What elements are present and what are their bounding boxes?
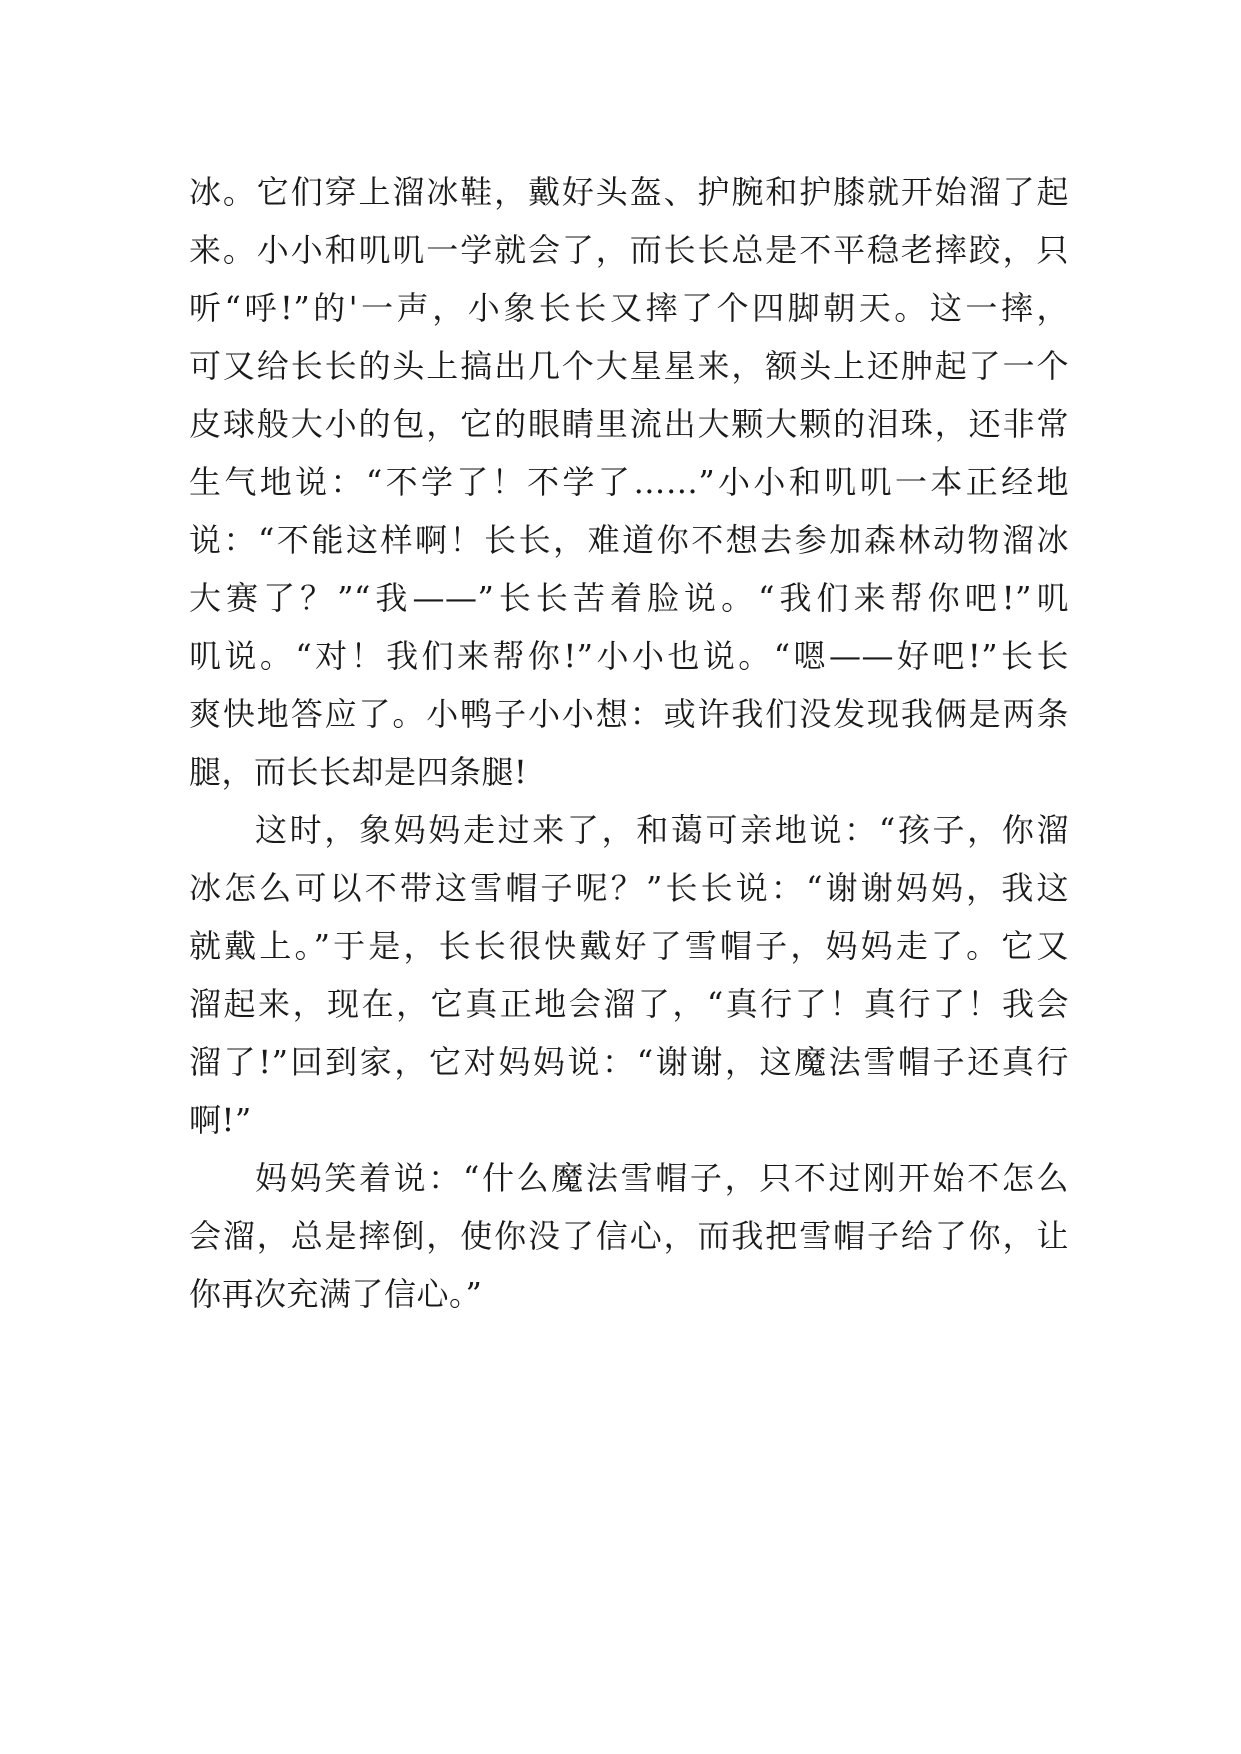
text-line: 会溜，总是摔倒，使你没了信心，而我把雪帽子给了你，让 [189,1217,1069,1255]
text-line: 冰怎么可以不带这雪帽子呢？”长长说：“谢谢妈妈，我这 [189,869,1069,907]
story-text [189,163,1069,1323]
paragraph-start-line: 这时，象妈妈走过来了，和蔼可亲地说：“孩子，你溜 [255,811,1069,849]
text-line: 腿，而长长却是四条腿! [189,753,528,791]
text-line: 大赛了？”“我——”长长苦着脸说。“我们来帮你吧!”叽 [189,579,1069,617]
text-line: 溜起来，现在，它真正地会溜了，“真行了！真行了！我会 [189,985,1069,1023]
text-line: 爽快地答应了。小鸭子小小想：或许我们没发现我俩是两条 [189,695,1069,733]
text-line: 生气地说：“不学了！不学了……”小小和叽叽一本正经地 [189,463,1069,501]
text-line: 冰。它们穿上溜冰鞋，戴好头盔、护腕和护膝就开始溜了起 [189,173,1069,211]
text-line: 你再次充满了信心。” [189,1275,483,1313]
text-line: 溜了!”回到家，它对妈妈说：“谢谢，这魔法雪帽子还真行 [189,1043,1069,1081]
text-line: 来。小小和叽叽一学就会了，而长长总是不平稳老摔跤，只 [189,231,1069,269]
paragraph-start-line: 妈妈笑着说：“什么魔法雪帽子，只不过刚开始不怎么 [255,1159,1069,1197]
text-line: 啊!” [189,1101,252,1139]
text-line: 叽说。“对！我们来帮你!”小小也说。“嗯——好吧!”长长 [189,637,1069,675]
text-line: 皮球般大小的包，它的眼睛里流出大颗大颗的泪珠，还非常 [189,405,1069,443]
text-line: 可又给长长的头上搞出几个大星星来，额头上还肿起了一个 [189,347,1069,385]
text-line: 就戴上。”于是，长长很快戴好了雪帽子，妈妈走了。它又 [189,927,1069,965]
text-line: 说：“不能这样啊！长长，难道你不想去参加森林动物溜冰 [189,521,1069,559]
text-line: 听“呼!”的'一声，小象长长又摔了个四脚朝天。这一摔， [189,289,1069,327]
